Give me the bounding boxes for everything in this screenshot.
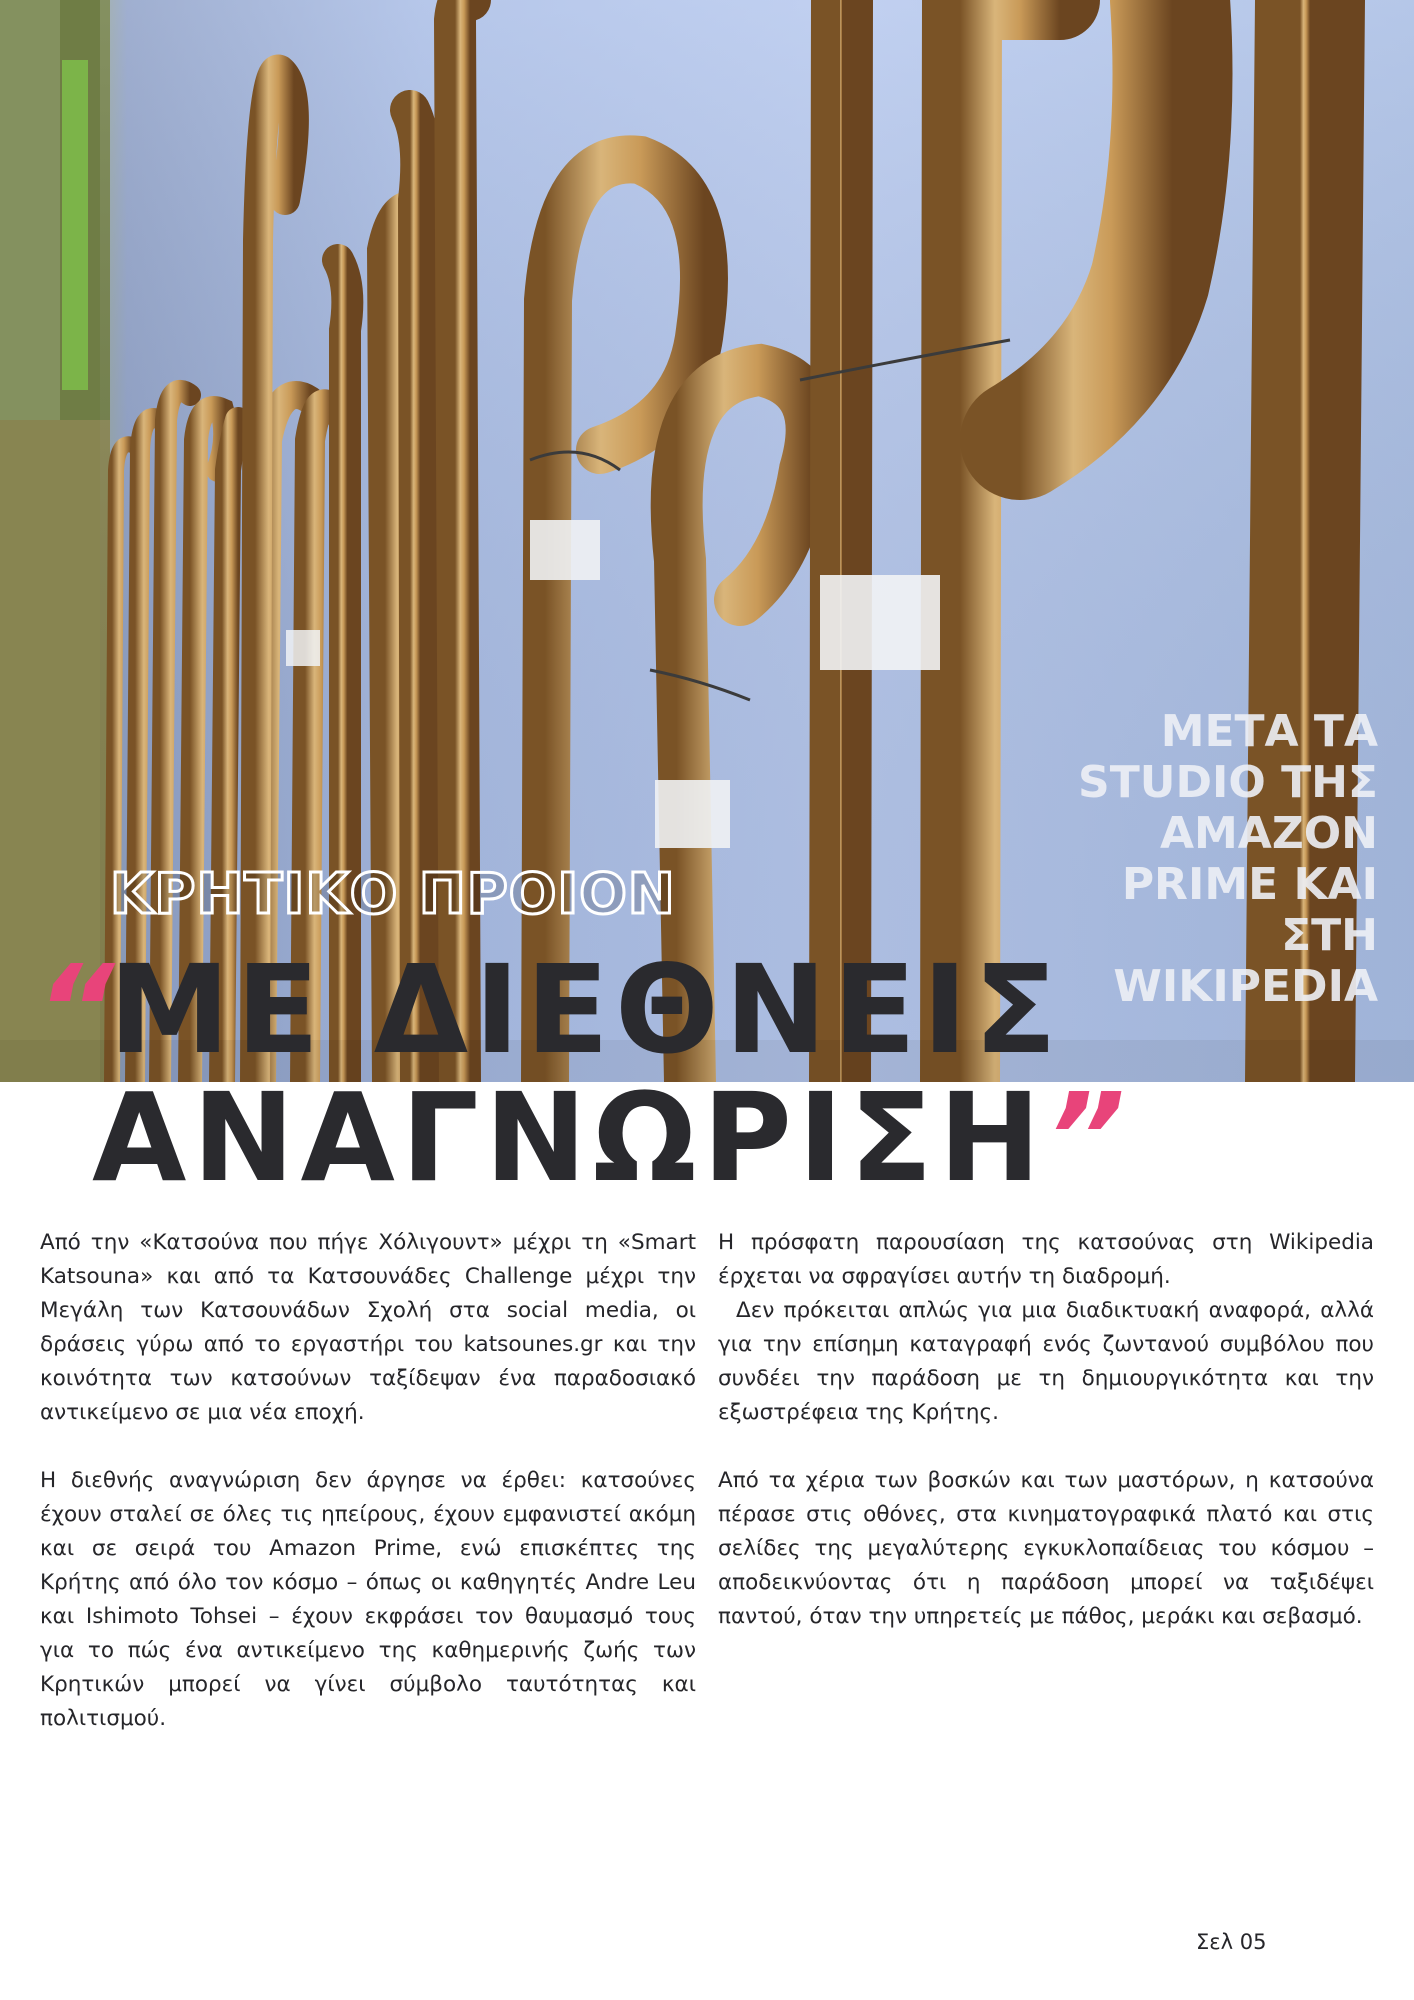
paragraph: Δεν πρόκειται απλώς για μια διαδικτυακή αναφορά, αλλά για την επίσημη καταγραφή ενός ζωντανού συμβόλου που συνδέει την παράδοση με τη δημιουργικότητα και την εξωστρέφεια της Κρήτης. [718,1298,1374,1425]
headline-line-2 [36,1067,1336,1209]
paragraph: Η πρόσφατη παρουσίαση της κατσούνας στη Wikipedia έρχεται να σφραγίσει αυτήν τη διαδρομή. [718,1230,1374,1289]
side-note: ΜΕΤΑ ΤΑ STUDIO ΤΗΣ AMAZON PRIME ΚΑΙ ΣΤΗ WIKIPEDIA [1078,706,1378,1012]
open-quote-mark: “ [36,939,109,1081]
section-kicker: ΚΡΗΤΙΚΟ ΠΡΟΙΟΝ [110,862,676,927]
paragraph: Από τα χέρια των βοσκών και των μαστόρων, η κατσούνα πέρασε στις οθόνες, στα κινηματογραφικά πλατό και στις σελίδες της μεγαλύτερης εγκυκλοπαίδειας του κόσμου – αποδεικνύοντας ότι η παράδοση μπορεί να ταξιδέψει παντού, όταν την υπηρετείς με πάθος, μεράκι και σεβασμό. [718,1468,1374,1629]
close-quote-mark: ” [1046,1067,1120,1209]
body-column-left [40,1226,696,1736]
paragraph: Από την «Κατσούνα που πήγε Χόλιγουντ» μέχρι τη «Smart Katsouna» και από τα Κατσουνάδες Challenge μέχρι την Μεγάλη των Κατσουνάδων Σχολή στα social media, οι δράσεις γύρω από το εργαστήρι του katsounes.gr και την κοινότητα των κατσούνων ταξίδεψαν ένα παραδοσιακό αντικείμενο σε μια νέα εποχή. [40,1230,696,1425]
headline-text-1: ΜΕ ΔΙΕΘΝΕΙΣ [108,939,1063,1081]
paragraph: Η διεθνής αναγνώριση δεν άργησε να έρθει: κατσούνες έχουν σταλεί σε όλες τις ηπείρους, έχουν εμφανιστεί ακόμη και σε σειρά του Amazon Prime, ενώ επισκέπτες της Κρήτης από όλο τον κόσμο – όπως οι καθηγητές Andre Leu και Ishimoto Tohsei – έχουν εκφράσει τον θαυμασμό τους για το πώς ένα αντικείμενο της καθημερινής ζωής των Κρητικών μπορεί να γίνει σύμβολο ταυτότητας και πολιτισμού. [40,1468,696,1731]
page-number: Σελ 05 [1196,1930,1267,1954]
headline-line-1 [36,939,1336,1081]
body-column-right [718,1226,1374,1634]
headline-text-2: ΑΝΑΓΝΩΡΙΣΗ [92,1067,1047,1209]
article-headline [36,939,1336,1209]
